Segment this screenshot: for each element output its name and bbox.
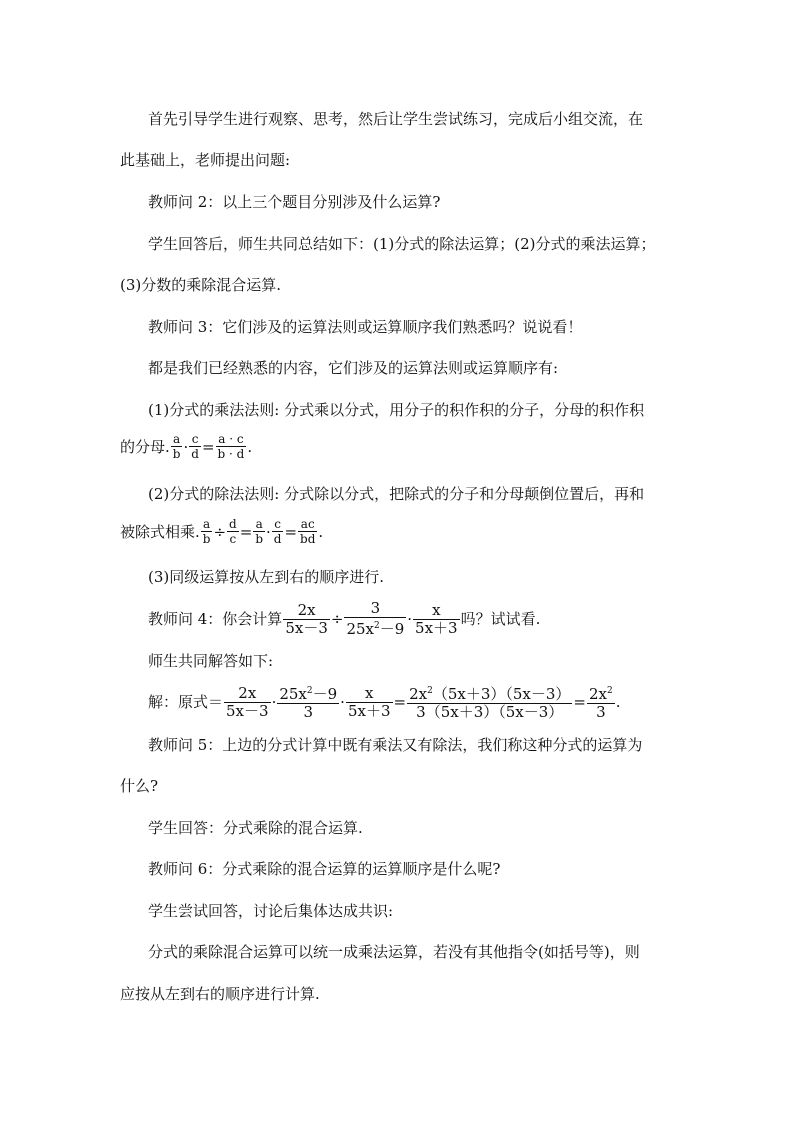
fraction-3: $\frac{3}{25x^2-9}$ [346, 599, 405, 638]
fraction-c-d: $\frac{c}{d}$ [273, 517, 282, 546]
paragraph-line: (3)分数的乘除混合运算. [120, 276, 282, 294]
period: . [247, 437, 253, 456]
fraction-25x2: $\frac{25x^2-9}{3}$ [279, 685, 338, 721]
equals-sign: = [201, 437, 215, 456]
teacher-question-2: 教师问 2：以上三个题目分别涉及什么运算? [148, 193, 441, 211]
period: . [318, 522, 324, 541]
fraction-product: $\frac{a \cdot c}{b \cdot d}$ [217, 432, 245, 461]
paragraph-line: 学生尝试回答，讨论后集体达成共识: [148, 902, 394, 920]
paragraph-line: 都是我们已经熟悉的内容，它们涉及的运算法则或运算顺序有: [148, 359, 559, 377]
dot-operator: · [266, 522, 271, 541]
division-rule: (2)分式的除法法则: 分式除以分式，把除式的分子和分母颠倒位置后，再和 [148, 485, 645, 503]
fraction-a-b: $\frac{a}{b}$ [172, 432, 181, 461]
paragraph-line: 什么? [120, 777, 159, 795]
fraction-2x: $\frac{2x}{5x-3}$ [226, 683, 269, 720]
formula-prefix: 的分母. [120, 437, 170, 456]
fraction-x: $\frac{x}{5x+3}$ [347, 683, 391, 720]
fraction-x: $\frac{x}{5x+3}$ [415, 600, 458, 637]
solution-prefix: 解：原式＝ [148, 693, 224, 711]
paragraph-line: 首先引导学生进行观察、思考，然后让学生尝试练习，完成后小组交流，在 [148, 110, 644, 128]
fraction-ac-bd: $\frac{ac}{bd}$ [300, 517, 316, 546]
paragraph-line: 学生回答后，师生共同总结如下：(1)分式的除法运算；(2)分式的乘法运算； [148, 235, 656, 253]
period: . [615, 693, 621, 711]
question-suffix: 吗？试试看. [460, 610, 541, 628]
teacher-question-6: 教师问 6：分式乘除的混合运算的运算顺序是什么呢? [148, 860, 501, 878]
fraction-expanded: $\frac{2x^2(5x+3)(5x-3)}{3(5x+3)(5x-3)}$ [409, 685, 571, 721]
student-answer: 学生回答：分式乘除的混合运算. [148, 819, 363, 837]
fraction-a-b: $\frac{a}{b}$ [202, 517, 211, 546]
divide-operator: ÷ [330, 610, 344, 628]
fraction-c-d: $\frac{c}{d}$ [191, 432, 199, 461]
same-level-rule: (3)同级运算按从左到右的顺序进行. [148, 568, 385, 586]
paragraph-line: 此基础上，老师提出问题: [120, 151, 291, 169]
dot-operator: · [183, 437, 189, 456]
division-formula-line [120, 517, 323, 546]
fraction-a-b: $\frac{a}{b}$ [255, 517, 263, 546]
equals-sign: = [239, 522, 253, 541]
dot-operator: · [340, 693, 345, 711]
question-prefix: 教师问 4：你会计算 [148, 610, 283, 628]
fraction-d-c: $\frac{d}{c}$ [229, 517, 237, 546]
teacher-question-4 [148, 600, 540, 638]
conclusion-line: 分式的乘除混合运算可以统一成乘法运算，若没有其他指令(如括号等)，则 [148, 943, 640, 961]
solution-line [148, 683, 621, 721]
dot-operator: · [407, 610, 413, 628]
formula-prefix: 被除式相乘. [120, 522, 200, 541]
fraction-2x: $\frac{2x}{5x-3}$ [285, 600, 328, 637]
divide-operator: ÷ [213, 522, 227, 541]
equals-sign: = [393, 693, 407, 711]
multiplication-rule: (1)分式的乘法法则: 分式乘以分式，用分子的积作积的分子，分母的积作积 [148, 401, 645, 419]
teacher-question-5: 教师问 5：上边的分式计算中既有乘法又有除法，我们称这种分式的运算为 [148, 736, 643, 754]
teacher-question-3: 教师问 3：它们涉及的运算法则或运算顺序我们熟悉吗？说说看！ [148, 318, 583, 336]
equals-sign: = [284, 522, 298, 541]
fraction-result: $\frac{2x^2}{3}$ [589, 685, 613, 721]
conclusion-line: 应按从左到右的顺序进行计算. [120, 985, 320, 1003]
equals-sign: = [573, 693, 586, 711]
dot-operator: · [271, 693, 277, 711]
multiplication-formula-line [120, 432, 252, 461]
paragraph-line: 师生共同解答如下: [148, 652, 274, 670]
